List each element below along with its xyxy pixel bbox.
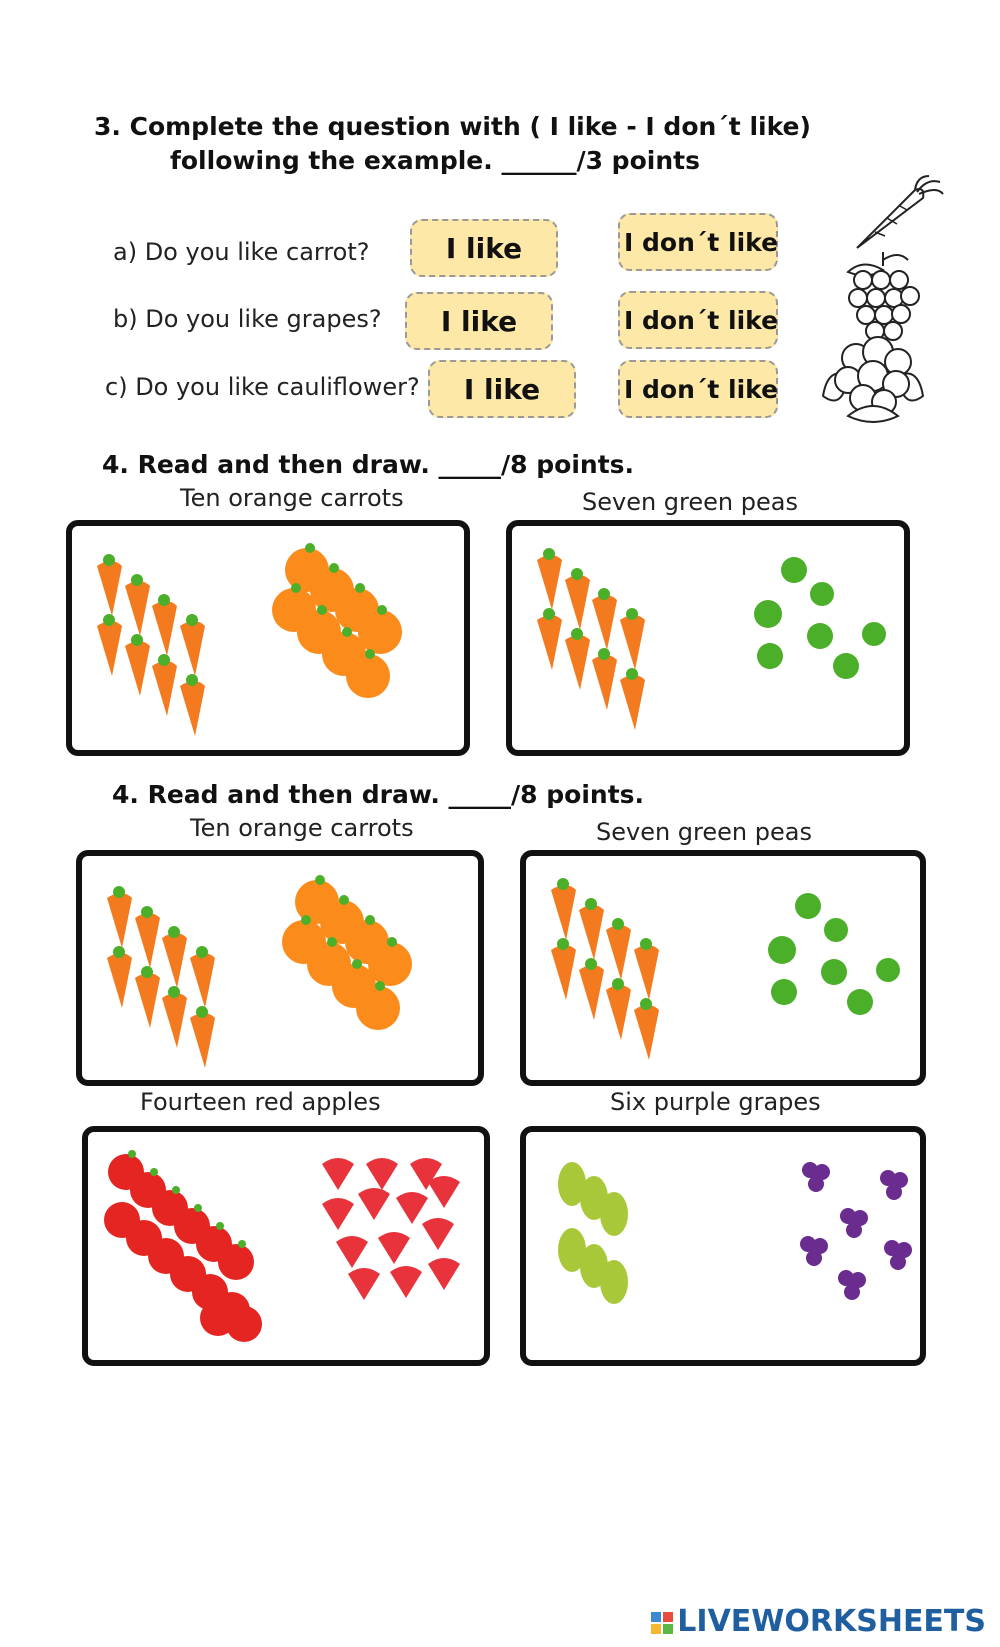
section3-subtitle: following the example. ______/3 points	[170, 146, 700, 175]
oranges-picture	[282, 872, 422, 1052]
caption-grapes: Six purple grapes	[610, 1088, 821, 1116]
question-b: b) Do you like grapes?	[113, 305, 382, 333]
liveworksheets-logo	[651, 1604, 986, 1639]
carrots-picture	[102, 878, 222, 1078]
caption-apples: Fourteen red apples	[140, 1088, 381, 1116]
question-c: c) Do you like cauliflower?	[105, 373, 420, 401]
logo-icon	[651, 1612, 673, 1634]
option-a-dislike[interactable]: I don´t like	[618, 213, 778, 271]
strawberries-picture	[318, 1146, 468, 1306]
carrots-picture	[92, 546, 212, 746]
caption-peas-b: Seven green peas	[596, 818, 812, 846]
section3-title: 3. Complete the question with ( I like - I don´t like)	[94, 112, 811, 141]
option-b-like[interactable]: I like	[405, 292, 553, 350]
grapes-picture	[792, 1144, 922, 1314]
peas-picture	[742, 556, 902, 686]
caption-peas-a: Seven green peas	[582, 488, 798, 516]
option-b-dislike[interactable]: I don´t like	[618, 291, 778, 349]
pears-picture	[552, 1150, 642, 1320]
drawing-box-grapes[interactable]	[520, 1126, 926, 1366]
drawing-box-carrots-b[interactable]	[76, 850, 484, 1086]
grapes-outline-icon	[838, 250, 928, 350]
drawing-box-apples[interactable]	[82, 1126, 490, 1366]
option-a-like[interactable]: I like	[410, 219, 558, 277]
carrot-group	[97, 554, 205, 736]
caption-carrots-a: Ten orange carrots	[180, 484, 404, 512]
section4a-title: 4. Read and then draw. _____/8 points.	[102, 450, 635, 479]
drawing-box-carrots-a[interactable]	[66, 520, 470, 756]
option-c-like[interactable]: I like	[428, 360, 576, 418]
carrots-picture	[532, 540, 652, 740]
cauliflower-outline-icon	[818, 336, 928, 426]
oranges-picture	[272, 540, 412, 720]
drawing-box-peas-b[interactable]	[520, 850, 926, 1086]
drawing-box-peas-a[interactable]	[506, 520, 910, 756]
question-a: a) Do you like carrot?	[113, 238, 370, 266]
peas-picture	[756, 892, 916, 1022]
option-c-dislike[interactable]: I don´t like	[618, 360, 778, 418]
carrots-picture	[546, 870, 666, 1070]
caption-carrots-b: Ten orange carrots	[190, 814, 414, 842]
apples-picture	[98, 1148, 268, 1348]
carrot-outline-icon	[845, 176, 945, 256]
section4b-title: 4. Read and then draw. _____/8 points.	[112, 780, 645, 809]
brand-name: LIVEWORKSHEETS	[677, 1604, 986, 1639]
